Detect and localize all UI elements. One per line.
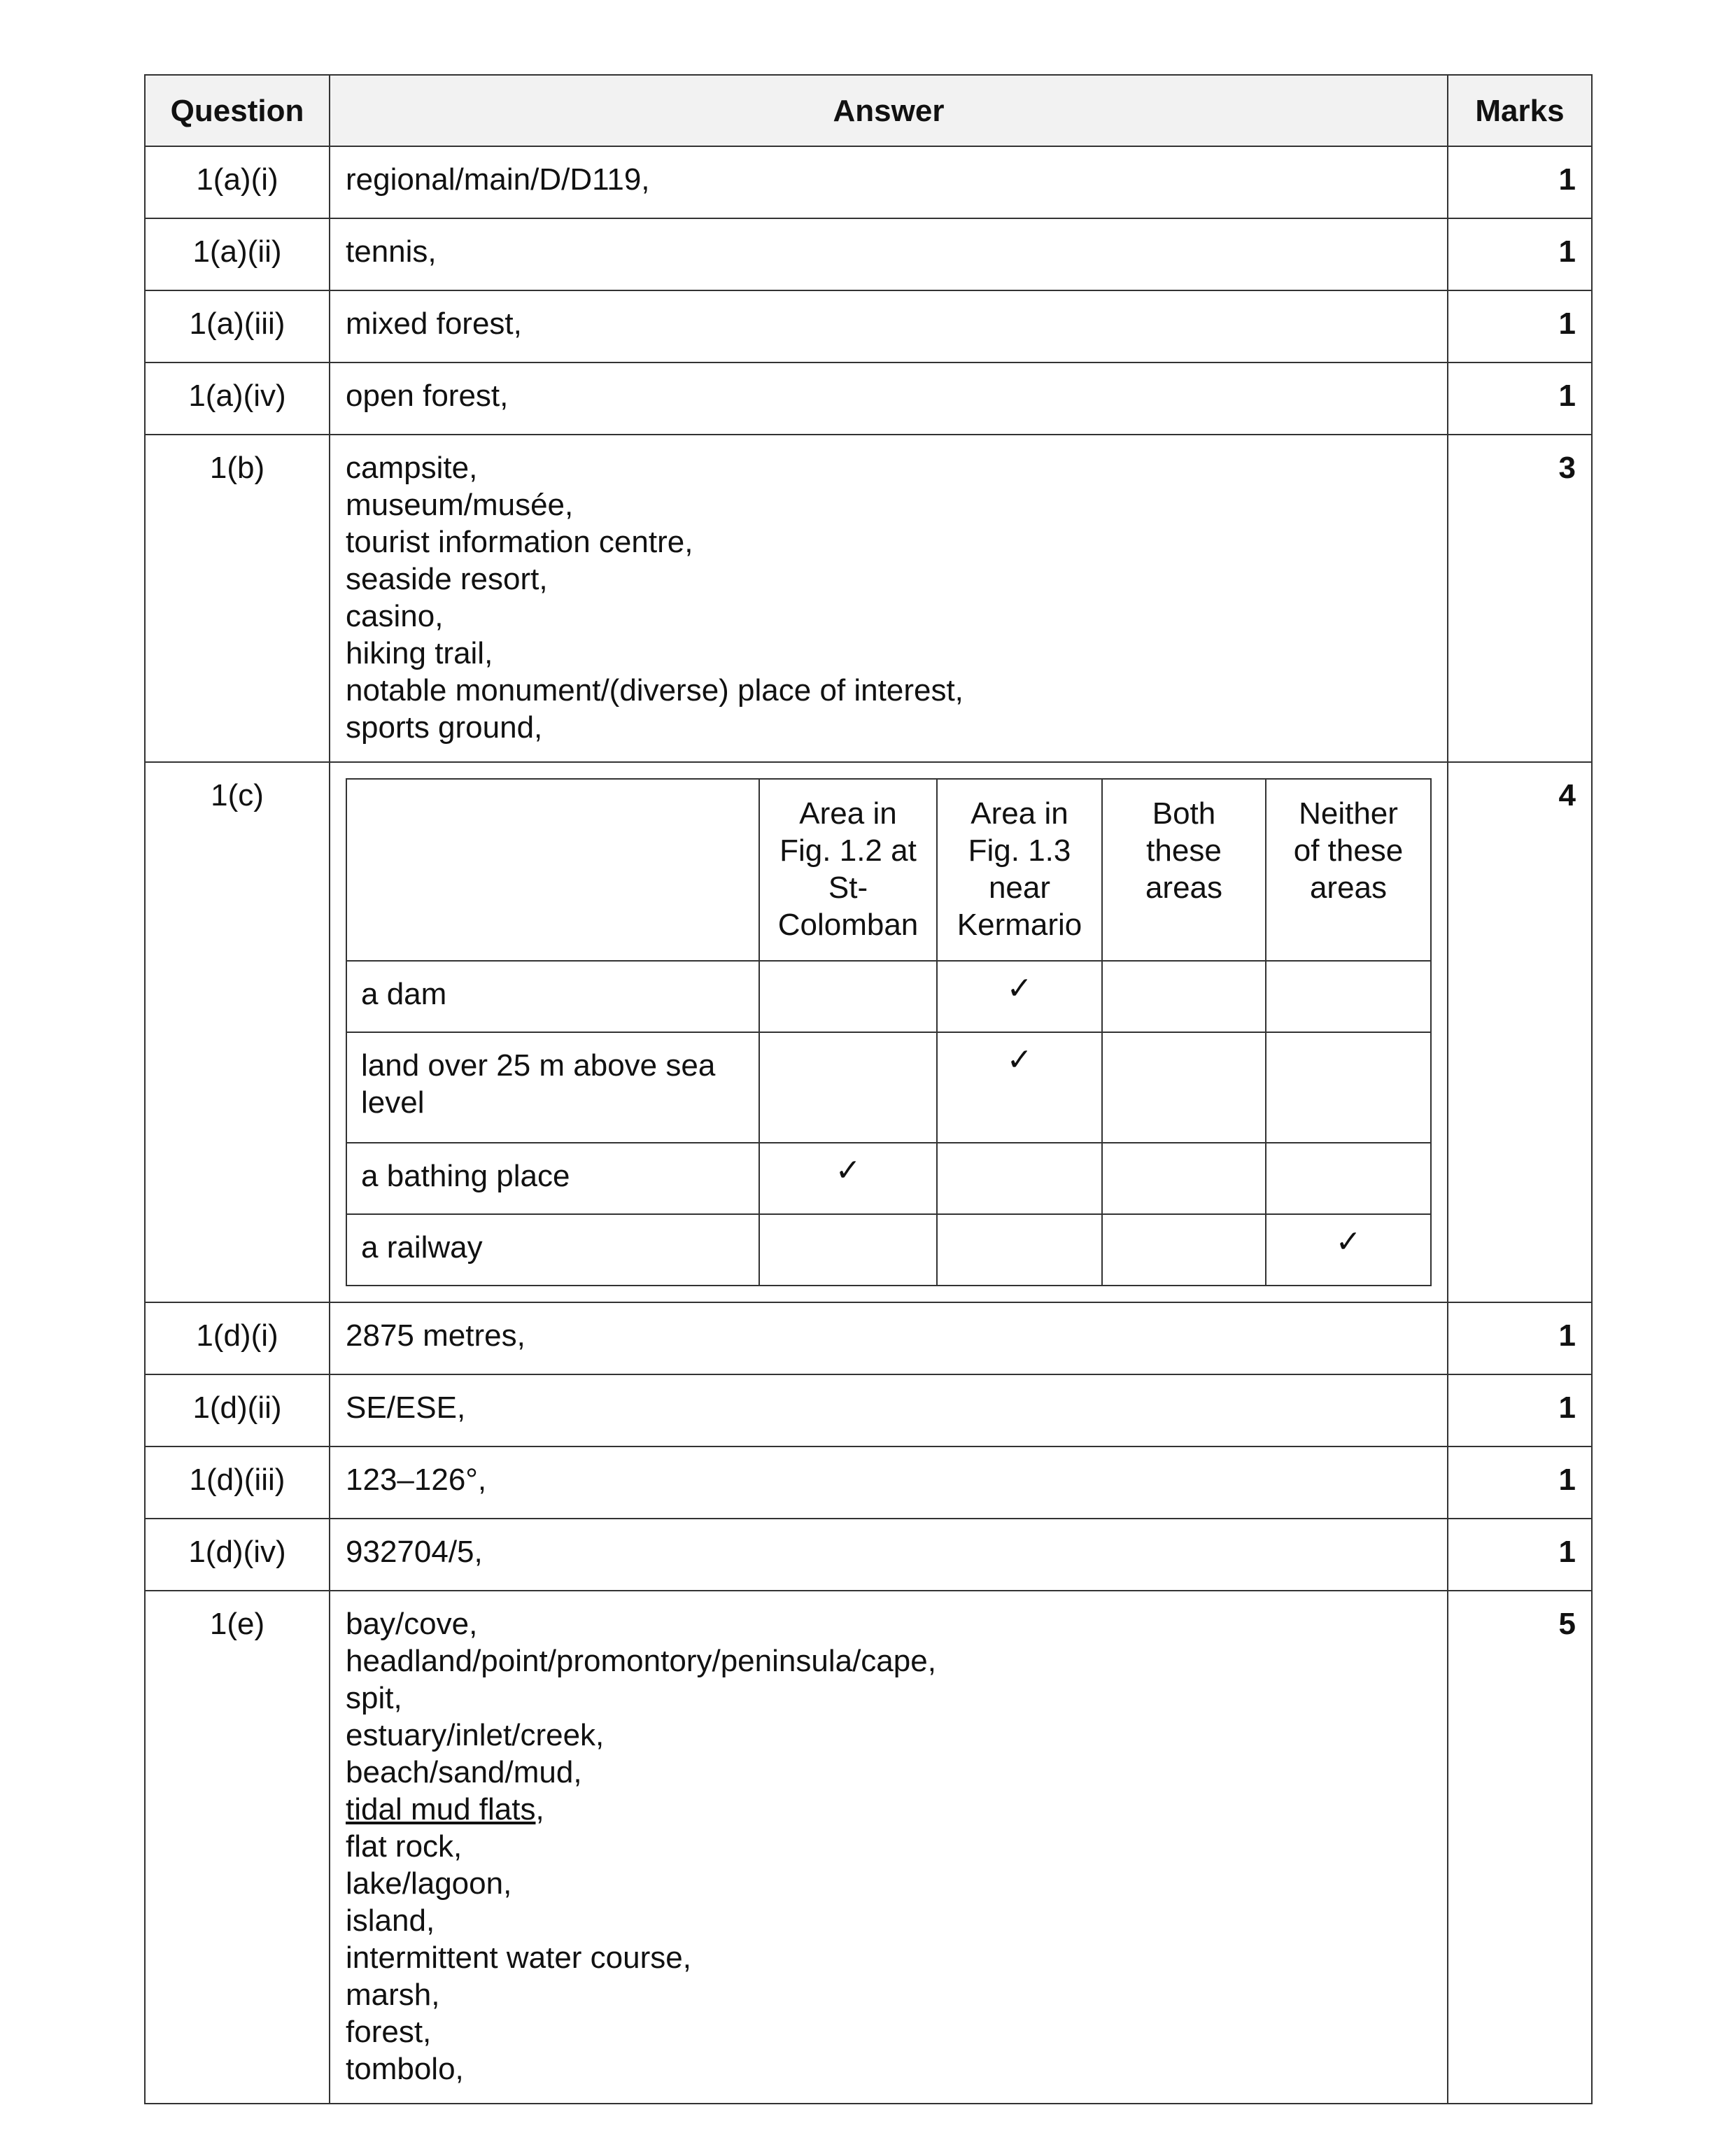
- table-row: [145, 1591, 1592, 2104]
- question-number: 1(a)(iv): [145, 362, 330, 435]
- comparison-row: [346, 1214, 1431, 1286]
- answer-line: tourist information centre,: [346, 525, 693, 559]
- check-cell: [937, 1032, 1102, 1143]
- column-header-line: Kermario: [957, 908, 1082, 942]
- answer-line: intermittent water course,: [346, 1941, 691, 1975]
- checkmark-icon: ✓: [1006, 1043, 1033, 1077]
- feature-label: [346, 1032, 759, 1143]
- column-header-line: Both: [1152, 796, 1216, 831]
- checkmark-icon: ✓: [1006, 971, 1033, 1006]
- answer-line: SE/ESE,: [346, 1391, 466, 1425]
- feature-label: [346, 1143, 759, 1214]
- answer-line: 932704/5,: [346, 1535, 483, 1569]
- check-cell: [759, 961, 937, 1032]
- question-number: 1(d)(iv): [145, 1519, 330, 1591]
- answer-cell: [330, 218, 1448, 290]
- column-header-line: Colomban: [777, 908, 919, 942]
- check-cell: [1266, 1143, 1431, 1214]
- answer-line: marsh,: [346, 1978, 440, 2012]
- column-header-line: St-: [828, 871, 868, 905]
- answer-line: hiking trail,: [346, 636, 493, 670]
- header-marks: Marks: [1448, 75, 1592, 146]
- answer-line: tombolo,: [346, 2052, 464, 2086]
- marks-value: 1: [1448, 1302, 1592, 1374]
- column-header-line: Neither: [1299, 796, 1398, 831]
- answer-line: mixed forest,: [346, 307, 522, 341]
- question-number: 1(b): [145, 435, 330, 762]
- column-header-line: Area in: [971, 796, 1068, 831]
- answer-cell: [330, 146, 1448, 218]
- answer-cell: [330, 362, 1448, 435]
- check-cell: [1266, 961, 1431, 1032]
- answer-line: casino,: [346, 599, 444, 633]
- answer-cell: [330, 1302, 1448, 1374]
- answer-line: notable monument/(diverse) place of interest,: [346, 673, 964, 708]
- table-row: [145, 1446, 1592, 1519]
- comparison-column-header: [937, 779, 1102, 961]
- check-cell: [1102, 961, 1266, 1032]
- check-cell: [937, 961, 1102, 1032]
- answer-cell: [330, 435, 1448, 762]
- answer-line: lake/lagoon,: [346, 1866, 512, 1901]
- feature-label-line: level: [361, 1085, 425, 1120]
- question-number: 1(d)(i): [145, 1302, 330, 1374]
- answer-line: tennis,: [346, 234, 437, 269]
- check-cell: [759, 1143, 937, 1214]
- header-row: [145, 75, 1592, 146]
- answer-line: bay/cove,: [346, 1607, 478, 1641]
- marks-value: 1: [1448, 290, 1592, 362]
- answer-cell: [330, 1374, 1448, 1446]
- question-number: 1(d)(ii): [145, 1374, 330, 1446]
- answer-line: tidal mud flats,: [346, 1792, 544, 1826]
- answer-cell: [330, 290, 1448, 362]
- answer-cell: [330, 1519, 1448, 1591]
- check-cell: [759, 1214, 937, 1286]
- check-cell: [1266, 1214, 1431, 1286]
- answer-line: beach/sand/mud,: [346, 1755, 582, 1789]
- feature-label-line: a railway: [361, 1230, 483, 1265]
- table-row: [145, 218, 1592, 290]
- check-cell: [759, 1032, 937, 1143]
- check-cell: [1266, 1032, 1431, 1143]
- check-cell: [1102, 1143, 1266, 1214]
- check-cell: [937, 1214, 1102, 1286]
- answer-line: headland/point/promontory/peninsula/cape,: [346, 1644, 936, 1678]
- answer-cell: [330, 762, 1448, 1302]
- table-row: [145, 290, 1592, 362]
- column-header-line: areas: [1145, 871, 1223, 905]
- question-number: 1(a)(ii): [145, 218, 330, 290]
- check-cell: [937, 1143, 1102, 1214]
- answer-line: regional/main/D/D119,: [346, 162, 650, 197]
- answer-line: seaside resort,: [346, 562, 548, 596]
- table-row: [145, 435, 1592, 762]
- question-number: 1(a)(iii): [145, 290, 330, 362]
- underlined-text: tidal mud flats: [346, 1792, 536, 1826]
- marks-value: 1: [1448, 1374, 1592, 1446]
- answer-cell: [330, 1591, 1448, 2104]
- comparison-table: [346, 778, 1432, 1286]
- comparison-row: [346, 1032, 1431, 1143]
- check-cell: [1102, 1032, 1266, 1143]
- column-header-line: these: [1146, 833, 1222, 868]
- feature-label-line: a bathing place: [361, 1159, 570, 1193]
- comparison-column-header: [1266, 779, 1431, 961]
- answer-line: sports ground,: [346, 710, 543, 745]
- table-row: [145, 1374, 1592, 1446]
- answer-line: campsite,: [346, 451, 478, 485]
- column-header-line: Fig. 1.2 at: [779, 833, 917, 868]
- question-number: 1(d)(iii): [145, 1446, 330, 1519]
- table-row: [145, 1302, 1592, 1374]
- answer-line: 2875 metres,: [346, 1318, 525, 1353]
- answer-line: museum/musée,: [346, 488, 574, 522]
- checkmark-icon: ✓: [835, 1153, 861, 1188]
- question-number: 1(e): [145, 1591, 330, 2104]
- comparison-corner-cell: [346, 779, 759, 961]
- marks-value: 1: [1448, 362, 1592, 435]
- answer-line: 123–126°,: [346, 1463, 487, 1497]
- feature-label: [346, 1214, 759, 1286]
- answer-line: spit,: [346, 1681, 402, 1715]
- question-number: 1(a)(i): [145, 146, 330, 218]
- comparison-row: [346, 961, 1431, 1032]
- mark-scheme-table: [144, 74, 1593, 2104]
- marks-value: 5: [1448, 1591, 1592, 2104]
- comparison-header-row: [346, 779, 1431, 961]
- answer-cell: [330, 1446, 1448, 1519]
- column-header-line: Fig. 1.3: [968, 833, 1071, 868]
- header-answer: Answer: [330, 75, 1448, 146]
- checkmark-icon: ✓: [1335, 1225, 1362, 1259]
- comparison-column-header: [1102, 779, 1266, 961]
- marks-value: 3: [1448, 435, 1592, 762]
- marks-value: 4: [1448, 762, 1592, 1302]
- answer-line: flat rock,: [346, 1829, 463, 1864]
- header-question: Question: [145, 75, 330, 146]
- answer-line: open forest,: [346, 379, 509, 413]
- table-row: [145, 146, 1592, 218]
- answer-line: island,: [346, 1903, 435, 1938]
- marks-value: 1: [1448, 1446, 1592, 1519]
- check-cell: [1102, 1214, 1266, 1286]
- table-row: [145, 762, 1592, 1302]
- marks-value: 1: [1448, 146, 1592, 218]
- feature-label-line: a dam: [361, 977, 447, 1011]
- column-header-line: areas: [1309, 871, 1388, 905]
- comparison-column-header: [759, 779, 937, 961]
- marks-value: 1: [1448, 218, 1592, 290]
- feature-label-line: land over 25 m above sea: [361, 1048, 716, 1083]
- question-number: 1(c): [145, 762, 330, 1302]
- answer-line: forest,: [346, 2015, 432, 2049]
- table-row: [145, 1519, 1592, 1591]
- comparison-row: [346, 1143, 1431, 1214]
- column-header-line: of these: [1293, 833, 1404, 868]
- feature-label: [346, 961, 759, 1032]
- column-header-line: near: [988, 871, 1051, 905]
- marks-value: 1: [1448, 1519, 1592, 1591]
- table-row: [145, 362, 1592, 435]
- answer-line: estuary/inlet/creek,: [346, 1718, 605, 1752]
- column-header-line: Area in: [799, 796, 897, 831]
